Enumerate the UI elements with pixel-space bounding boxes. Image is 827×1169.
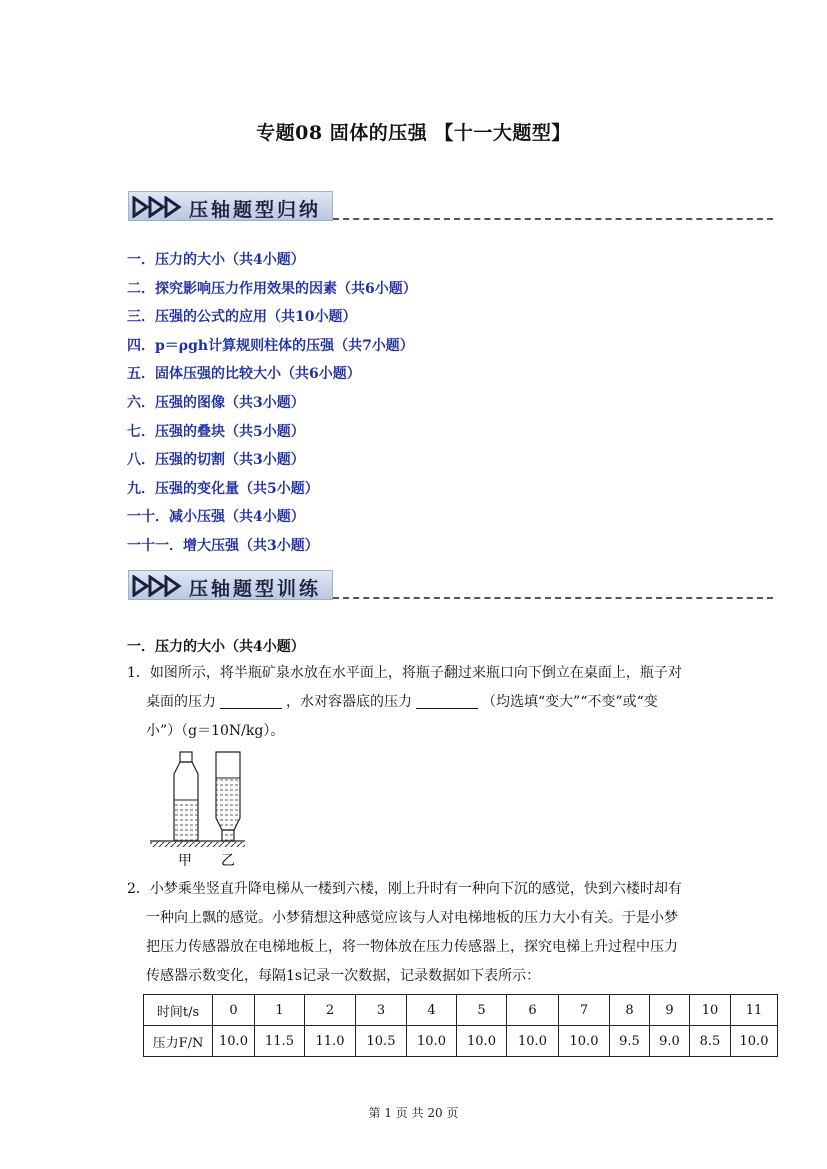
table-cell-time: 8 xyxy=(610,995,650,1026)
question-number: 1． xyxy=(127,665,150,681)
question-number: 2． xyxy=(127,881,150,897)
table-cell-time: 5 xyxy=(457,995,507,1026)
question-text: 桌面的压力 xyxy=(146,694,216,710)
table-cell-force: 10.0 xyxy=(213,1026,255,1057)
question-2-line4: 传感器示数变化，每隔1s记录一次数据，记录数据如下表所示： xyxy=(146,968,541,984)
table-cell-force: 10.0 xyxy=(559,1026,610,1057)
toc-item[interactable]: 九．压强的变化量（共5小题） xyxy=(127,480,319,497)
bottle-figure xyxy=(150,748,270,870)
page-title: 专题08 固体的压强 【十一大题型】 xyxy=(256,122,571,144)
table-cell-force: 10.0 xyxy=(407,1026,457,1057)
banner-summary-label: 压轴题型归纳 xyxy=(189,199,322,221)
banner-summary xyxy=(128,191,773,225)
banner-training-label: 压轴题型训练 xyxy=(189,578,322,600)
question-2-line1 xyxy=(127,875,712,904)
table-cell-time: 2 xyxy=(305,995,356,1026)
toc-item[interactable]: 一．压力的大小（共4小题） xyxy=(127,252,305,268)
question-text: （均选填“变大”“不变”或“变 xyxy=(482,694,658,710)
bottle-upright xyxy=(174,752,198,841)
table-cell-force: 10.0 xyxy=(507,1026,559,1057)
answer-blank[interactable] xyxy=(220,692,282,709)
table-cell-time: 0 xyxy=(213,995,255,1026)
figure-label-b: 乙 xyxy=(221,853,235,869)
table-cell-force: 11.0 xyxy=(305,1026,356,1057)
table-cell-time: 4 xyxy=(407,995,457,1026)
toc-item[interactable]: 七．压强的叠块（共5小题） xyxy=(127,423,305,440)
table-cell-force: 10.0 xyxy=(731,1026,778,1057)
banner-training xyxy=(128,570,773,604)
table-cell-time: 10 xyxy=(690,995,731,1026)
question-1-line2 xyxy=(127,688,712,717)
table-cell-time: 11 xyxy=(731,995,778,1026)
table-cell-force: 10.0 xyxy=(457,1026,507,1057)
question-1-line1 xyxy=(127,659,712,688)
toc-item[interactable]: 五．固体压强的比较大小（共6小题） xyxy=(127,366,361,383)
toc-item[interactable]: 二．探究影响压力作用效果的因素（共6小题） xyxy=(127,280,417,297)
table-header-cell: 压力F/N xyxy=(144,1026,213,1057)
toc-list xyxy=(127,250,417,565)
toc-item[interactable]: 四．p＝ρgh计算规则柱体的压强（共7小题） xyxy=(127,337,414,354)
table-cell-time: 9 xyxy=(650,995,690,1026)
table-cell-force: 11.5 xyxy=(255,1026,305,1057)
triple-arrow-icon xyxy=(132,196,186,218)
toc-item[interactable]: 一十一．增大压强（共3小题） xyxy=(127,537,319,554)
toc-item[interactable]: 六．压强的图像（共3小题） xyxy=(127,394,305,411)
page-footer: 第 1 页 共 20 页 xyxy=(368,1106,459,1120)
table-header-cell: 时间t/s xyxy=(144,995,213,1026)
table-cell-force: 9.0 xyxy=(650,1026,690,1057)
toc-item[interactable]: 八．压强的切割（共3小题） xyxy=(127,452,305,469)
table-cell-force: 8.5 xyxy=(690,1026,731,1057)
triple-arrow-icon xyxy=(132,575,186,597)
question-2-line3: 把压力传感器放在电梯地板上，将一物体放在压力传感器上，探究电梯上升过程中压力 xyxy=(146,939,678,955)
question-text: 如图所示，将半瓶矿泉水放在水平面上，将瓶子翻过来瓶口向下倒立在桌面上，瓶子对 xyxy=(149,665,682,681)
table-cell-time: 1 xyxy=(255,995,305,1026)
table-cell-time: 7 xyxy=(559,995,610,1026)
table-cell-force: 10.5 xyxy=(356,1026,407,1057)
table-cell-force: 9.5 xyxy=(610,1026,650,1057)
data-table xyxy=(143,994,778,1057)
bottle-inverted xyxy=(216,752,240,841)
question-2 xyxy=(127,875,712,991)
question-2-line2: 一种向上飘的感觉。小梦猜想这种感觉应该与人对电梯地板的压力大小有关。于是小梦 xyxy=(146,910,678,926)
banner-divider xyxy=(333,218,773,220)
toc-item[interactable]: 一十．减小压强（共4小题） xyxy=(127,509,305,526)
question-1-line3: 小”）（g＝10N/kg）。 xyxy=(146,723,285,739)
question-text: ，水对容器底的压力 xyxy=(286,694,412,710)
banner-box xyxy=(128,191,333,221)
table-row xyxy=(144,995,778,1026)
question-1 xyxy=(127,659,712,746)
toc-item[interactable]: 三．压强的公式的应用（共10小题） xyxy=(127,309,357,326)
banner-divider xyxy=(333,597,773,599)
answer-blank[interactable] xyxy=(416,692,478,709)
banner-box xyxy=(128,570,333,600)
table-cell-time: 6 xyxy=(507,995,559,1026)
section-heading: 一．压力的大小（共4小题） xyxy=(127,639,305,655)
table-row xyxy=(144,1026,778,1057)
table-cell-time: 3 xyxy=(356,995,407,1026)
figure-label-a: 甲 xyxy=(178,853,192,869)
question-text: 小梦乘坐竖直升降电梯从一楼到六楼，刚上升时有一种向下沉的感觉，快到六楼时却有 xyxy=(149,881,682,897)
